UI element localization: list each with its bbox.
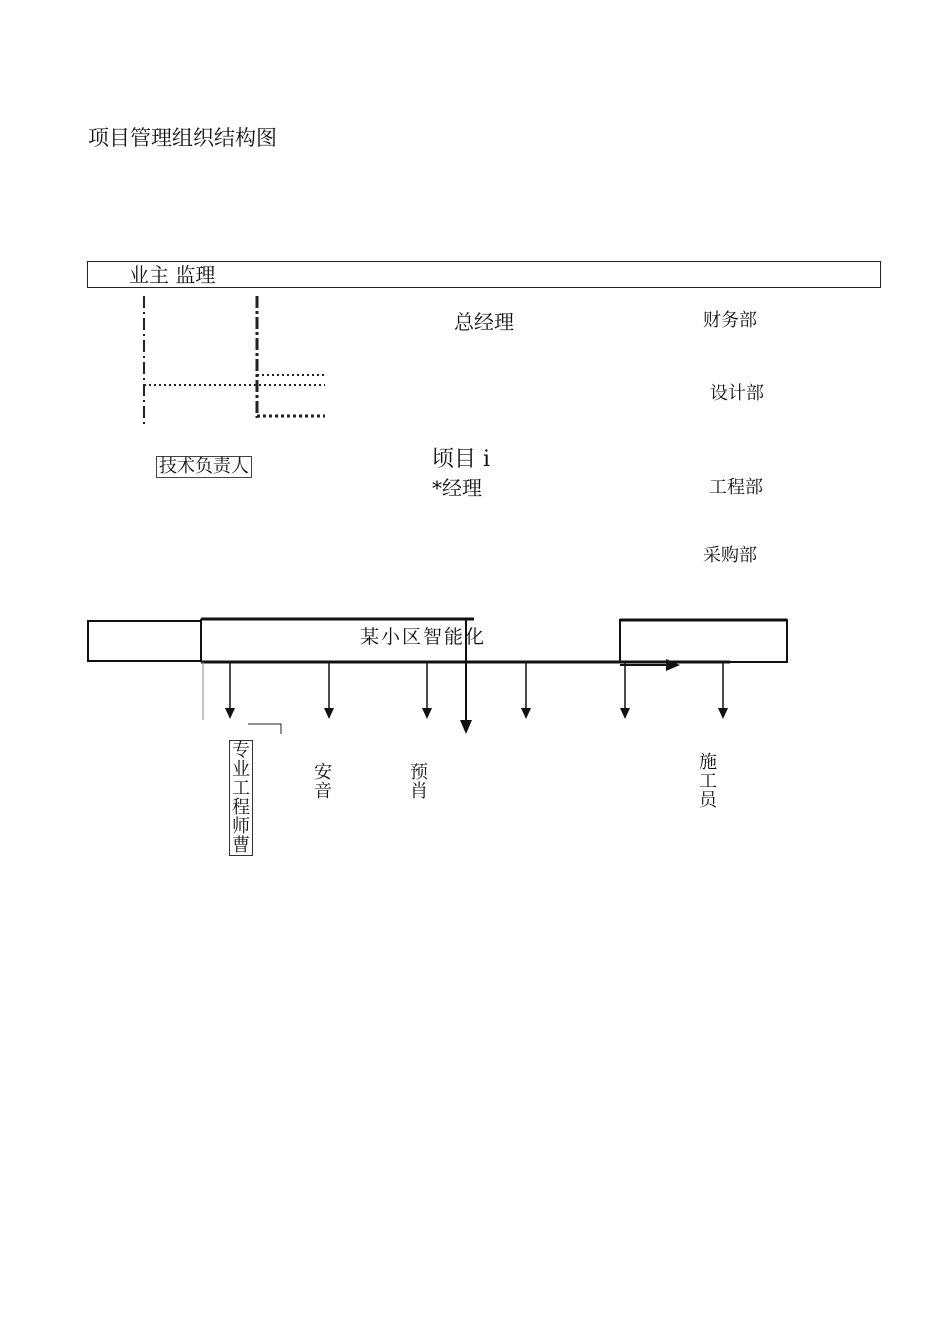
branch-budget: 预肖 <box>410 762 428 802</box>
purchasing-dept-node: 采购部 <box>703 545 757 566</box>
owner-supervisor-label: 业主 监理 <box>129 263 216 287</box>
engineering-dept-node: 工程部 <box>709 477 763 498</box>
arrow-safety-head <box>324 708 334 719</box>
left-empty-box <box>88 621 201 661</box>
arrow-branch-6-head <box>620 708 630 719</box>
arrow-branch-5-head <box>521 708 531 719</box>
right-empty-box <box>620 620 787 662</box>
design-dept-node: 设计部 <box>710 383 764 404</box>
arrow-budget-head <box>422 708 432 719</box>
project-manager-line1: 顷目 i <box>432 447 491 472</box>
engineer-bracket <box>248 724 281 734</box>
arrow-construction-head <box>718 708 728 719</box>
arrow-engineer-head <box>225 708 235 719</box>
branch-safety: 安音 <box>314 762 332 802</box>
branch-construction: 施工员 <box>699 752 717 811</box>
project-manager-line2: *经理 <box>432 476 482 500</box>
page-title: 项目管理组织结构图 <box>88 126 277 150</box>
finance-dept-node: 财务部 <box>703 310 757 331</box>
branch-engineer: 专业工程师曹 <box>229 740 253 856</box>
project-name: 某小区智能化 <box>360 626 487 648</box>
technical-lead-node: 技术负责人 <box>156 456 252 478</box>
general-manager-node: 总经理 <box>454 310 514 334</box>
arrow-center-head <box>460 720 472 734</box>
